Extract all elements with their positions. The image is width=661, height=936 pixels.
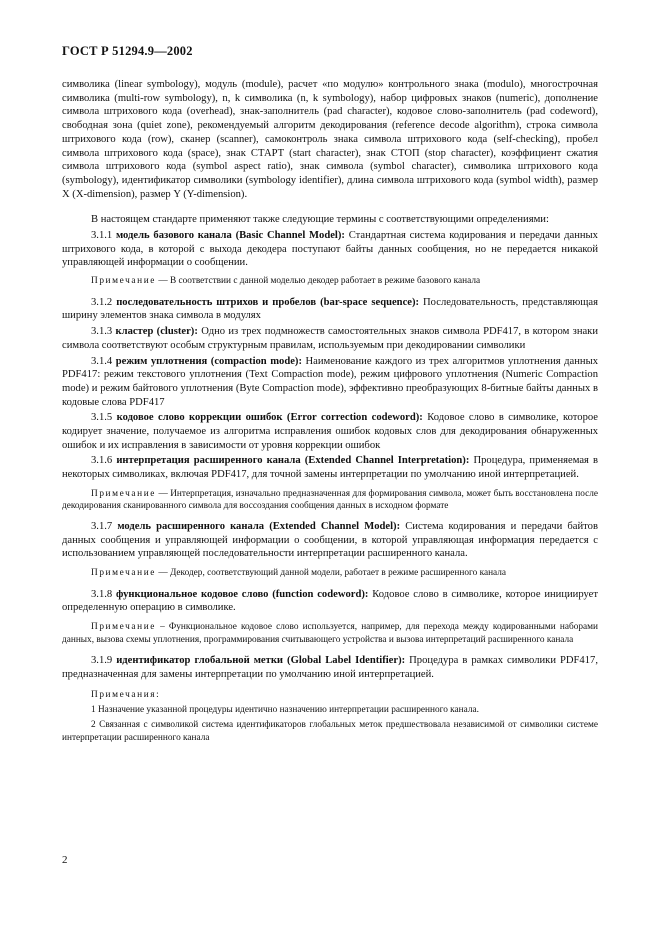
note-label: Примечание [91, 622, 156, 633]
intro-paragraph: символика (linear symbology), модуль (module), расчет «по модулю» контрольного знака (modulo), многострочная символика (multi-row symbology), n, k символика (n, k symbology), набор цифровых знаков (numeric), дополнение символа штрихового кода (overhead), знак-заполнитель (pad character), кодовое слово-заполнитель (pad codeword), свободная зона (quiet zone), рекомендуемый алгоритм декодирования (reference decode algorithm), строка символа штрихового кода (row), сканер (scanner), самоконтроль знака символа штрихового кода (self-checking), пробел символа штрихового кода (space), знак СТАРТ (start character), знак СТОП (stop character), коэффициент сжатия символа штрихового кода (symbol aspect ratio), знак символа (symbol character), символика штрихового кода (symbology), идентификатор символики (symbology identifier), длина символа штрихового кода (symbol width), размер X (X-dimension), размер Y (Y-dimension). [62, 79, 598, 200]
note-3-1-7 [62, 567, 598, 580]
term-name: модель расширенного канала (Extended Channel Model): [117, 521, 401, 533]
note-text: – Функциональное кодовое слово используется, например, для перехода между кодированными наборами данных, вызова схемы уплотнения, программирования считывающего устройства и вызова интерпретаций расширенного канала [62, 622, 598, 645]
note-3-1-8 [62, 621, 598, 646]
standard-header: ГОСТ Р 51294.9—2002 [62, 44, 193, 58]
term-3-1-8 [62, 588, 598, 615]
term-name: идентификатор глобальной метки (Global Label Identifier): [116, 655, 406, 667]
note-3-1-6 [62, 488, 598, 513]
term-name: режим уплотнения (compaction mode): [115, 355, 302, 367]
page-number: 2 [62, 854, 68, 866]
term-definition: Наименование каждого из трех алгоритмов уплотнения данных PDF417: режим текстового уплотнения (Text Compaction mode), режим цифрового уплотнения (Numeric Compaction mode) и режим байтового уплотнения (Byte Compaction mode), эффективно преобразующих 8-битные байты данных в кодовые слова PDF417 [62, 355, 599, 408]
term-number: 3.1.7 [91, 521, 113, 533]
note-label: Примечание [91, 488, 156, 499]
lead-paragraph: В настоящем стандарте применяют также следующие термины с соответствующими определениями: [91, 214, 549, 226]
term-definition: Система кодирования и передачи байтов данных сообщения и управляющей информации о сообщении, в которой управляющая информация передается с использованием управляющей последовательности интерпретации расширенного канала. [62, 521, 598, 560]
term-number: 3.1.1 [91, 230, 113, 242]
note-text: — Декодер, соответствующий данной модели, работает в режиме расширенного канала [156, 568, 507, 579]
note-text: — В соответствии с данной моделью декодер работает в режиме базового канала [156, 276, 481, 287]
term-name: функциональное кодовое слово (function codeword): [116, 588, 369, 600]
note-text: — Интерпретация, изначально предназначенная для формирования символа, может быть восстановлена после декодирования сканированного символа для воссоздания сообщения данных в исходном формате [62, 488, 598, 512]
term-number: 3.1.2 [91, 296, 113, 308]
term-3-1-3 [62, 325, 598, 352]
term-3-1-2 [62, 296, 598, 323]
term-name: интерпретация расширенного канала (Extended Channel Interpretation): [116, 455, 470, 467]
note-3-1-1 [62, 275, 598, 288]
term-number: 3.1.6 [91, 455, 113, 467]
notes-label: Примечания: [91, 689, 161, 700]
final-notes-label [62, 689, 598, 702]
term-name: модель базового канала (Basic Channel Model): [115, 230, 345, 242]
term-definition: Последовательность, представляющая ширину элементов знака символа в модулях [62, 296, 598, 322]
term-definition: Кодовое слово в символике, которое инициирует определенную операцию в символике. [62, 588, 599, 614]
term-number: 3.1.5 [91, 412, 113, 424]
page-body [62, 78, 598, 744]
term-3-1-9 [62, 654, 598, 681]
term-3-1-1 [62, 229, 598, 270]
term-definition: Одно из трех подмножеств самостоятельных знаков символа PDF417, в котором знаки символа соответствуют особым структурным правилам, используемым при декодировании символики [62, 326, 599, 351]
term-number: 3.1.8 [91, 588, 113, 600]
term-3-1-5 [62, 411, 598, 452]
term-definition: Процедура в рамках символики PDF417, предназначенная для замены интерпретации по умолчанию иной интерпретацией. [62, 655, 598, 681]
term-definition: Стандартная система кодирования и передачи данных штрихового кода, в которой с выхода декодера поступают байты данных сообщения, но не передается никакой управляющей информации о сообщении. [62, 230, 598, 269]
term-definition: Кодовое слово в символике, которое кодирует значение, получаемое из алгоритма исправления ошибок кодовых слов для декодирования обнаруженных ошибок и их исправления в зависимости от уровня коррекции ошибок [62, 412, 599, 451]
final-note-1: 1 Назначение указанной процедуры идентично назначению интерпретации расширенного канала. [91, 705, 479, 716]
term-name: последовательность штрихов и пробелов (bar-space sequence): [116, 296, 420, 308]
note-label: Примечание [91, 568, 156, 579]
term-number: 3.1.9 [91, 655, 113, 667]
term-number: 3.1.4 [91, 355, 113, 367]
term-name: кодовое слово коррекции ошибок (Error correction codeword): [116, 412, 423, 424]
term-3-1-6 [62, 454, 598, 481]
term-definition: Процедура, применяемая в некоторых символиках, включая PDF417, для точной замены интерпретации по умолчанию иной интерпретацией. [62, 455, 599, 481]
final-note-2: 2 Связанная с символикой система идентификаторов глобальных меток предшествовала независимой от символики системе интерпретации расширенного канала [62, 719, 598, 743]
term-name: кластер (cluster): [115, 326, 198, 338]
term-number: 3.1.3 [91, 326, 113, 338]
term-3-1-7 [62, 520, 598, 561]
term-3-1-4 [62, 355, 598, 410]
note-label: Примечание [91, 276, 156, 287]
